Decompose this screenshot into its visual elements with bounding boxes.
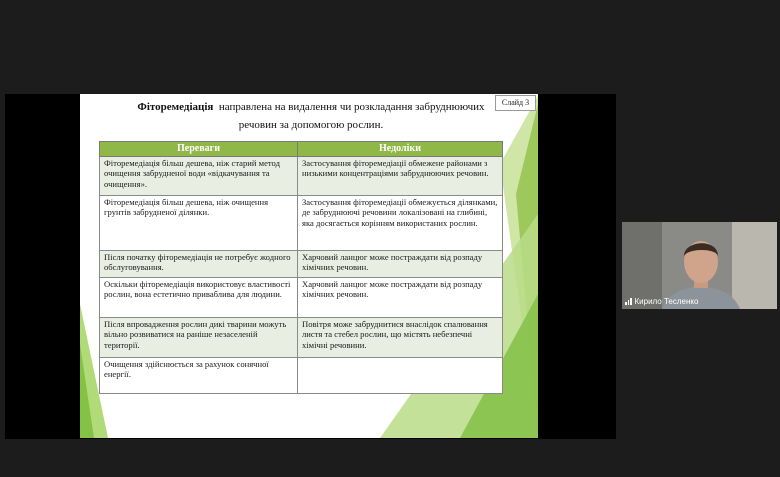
disadvantage-cell: Харчовий ланцюг може постраждати від розпаду хімічних речовин. xyxy=(298,251,503,278)
participant-video xyxy=(622,222,777,309)
table-row xyxy=(100,278,503,318)
table-row xyxy=(100,318,503,358)
presentation-slide xyxy=(80,94,538,438)
title-line1: направлена на видалення чи розкладання забруднюючих xyxy=(218,101,485,113)
participant-name: Кирило Тесленко xyxy=(634,297,699,306)
participant-video-tile[interactable] xyxy=(622,222,777,309)
disadvantage-cell: Застосування фіторемедіації обмежується ділянками, де забруднюючі речовини локалізовані на глибині, яка досягається корінням використаних рослин. xyxy=(298,196,503,251)
disadvantage-cell: Застосування фіторемедіації обмежене районами з низькими концентраціями забруднюючих речовин. xyxy=(298,157,503,196)
table-header-row xyxy=(100,142,503,157)
disadvantage-cell: Харчовий ланцюг може постраждати від розпаду хімічних речовин. xyxy=(298,278,503,318)
disadvantage-cell xyxy=(298,358,503,394)
advantage-cell: Оскільки фіторемедіація використовує властивості рослин, вона естетично приваблива для людини. xyxy=(100,278,298,318)
header-disadvantages: Недоліки xyxy=(298,142,503,157)
header-advantages: Переваги xyxy=(100,142,298,157)
table-row xyxy=(100,196,503,251)
advantage-cell: Очищення здійснюється за рахунок сонячної енергії. xyxy=(100,358,298,394)
comparison-table xyxy=(99,141,503,394)
table-row xyxy=(100,157,503,196)
advantage-cell: Після початку фіторемедіація не потребує жодного обслуговування. xyxy=(100,251,298,278)
table-row xyxy=(100,251,503,278)
slide-title xyxy=(106,98,516,134)
advantage-cell: Фіторемедіація більш дешева, ніж очищення грунтів забрудненої ділянки. xyxy=(100,196,298,251)
title-line2: речовин за допомогою рослин. xyxy=(238,119,384,131)
signal-bars-icon xyxy=(625,298,632,305)
disadvantage-cell: Повітря може забруднитися внаслідок спалювання листя та стебел рослин, що містять небезпечні хімічні речовини. xyxy=(298,318,503,358)
slide-number: Слайд 3 xyxy=(495,95,536,111)
participant-name-label xyxy=(625,297,698,306)
table-row xyxy=(100,358,503,394)
title-bold-word: Фіторемедіація xyxy=(137,101,214,113)
advantage-cell: Після впровадження рослин дикі тварини можуть вільно розвиватися на раніше незаселеній території. xyxy=(100,318,298,358)
advantage-cell: Фіторемедіація більш дешева, ніж старий метод очищення забрудненої води «відкачування та очищення». xyxy=(100,157,298,196)
